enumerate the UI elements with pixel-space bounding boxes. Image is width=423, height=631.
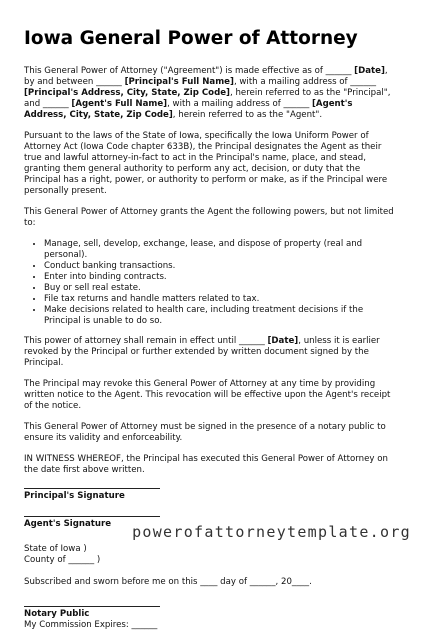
powers-list [24, 239, 397, 327]
agent-address-placeholder: [Agent's Address, City, State, Zip Code] [24, 99, 353, 120]
intro-text-5: , with a mailing address of ______ [167, 99, 312, 109]
site-watermark: powerofattorneytemplate.org [132, 523, 411, 541]
intro-text-4: , herein referred to as the "Principal", and ______ [24, 88, 391, 109]
county-line: County of ______ ) [24, 555, 101, 565]
sworn-line: Subscribed and sworn before me on this ____ day of ______, 20____. [24, 577, 312, 587]
duration-paragraph [24, 336, 397, 369]
intro-text-6: , herein referred to as the "Agent". [172, 110, 323, 120]
principal-signature-line[interactable] [24, 488, 160, 489]
principal-address-placeholder: [Principal's Address, City, State, Zip Code] [24, 88, 230, 98]
notary-requirement-paragraph: This General Power of Attorney must be signed in the presence of a notary public to ensure its validity and enforceability. [24, 422, 386, 443]
principal-name-placeholder: [Principal's Full Name] [124, 77, 234, 87]
witness-paragraph: IN WITNESS WHEREOF, the Principal has executed this General Power of Attorney on the date first above written. [24, 454, 388, 475]
revocation-paragraph: The Principal may revoke this General Power of Attorney at any time by providing written notice to the Agent. This revocation will be effective upon the Agent's receipt of the notice. [24, 379, 391, 411]
notary-signature-line[interactable] [24, 606, 160, 607]
notary-public-label: Notary Public [24, 609, 90, 619]
agent-signature-label: Agent's Signature [24, 519, 112, 529]
designation-paragraph: Pursuant to the laws of the State of Iowa, specifically the Iowa Uniform Power of Attorney Act (Iowa Code chapter 633B), the Principal designates the Agent as their true and lawful attorney-in-fact to act in the Principal's name, place, and stead, granting them general authority to perform any act, decision, or duty that the Principal has a right, power, or authority to perform or make, as if the Principal were personally present. [24, 131, 388, 196]
duration-text-1: This power of attorney shall remain in effect until ______ [24, 336, 268, 346]
agreement-intro-paragraph [24, 66, 397, 121]
agent-name-placeholder: [Agent's Full Name] [71, 99, 168, 109]
list-item: • Conduct banking transactions. [44, 261, 397, 272]
intro-text-2: , by and between ______ [24, 66, 388, 87]
agent-signature-line[interactable] [24, 516, 160, 517]
principal-signature-label: Principal's Signature [24, 491, 125, 501]
list-item: • Buy or sell real estate. [44, 283, 397, 294]
list-item: • File tax returns and handle matters related to tax. [44, 294, 397, 305]
commission-expires-line: My Commission Expires: ______ [24, 620, 158, 630]
intro-text-1: This General Power of Attorney ("Agreement") is made effective as of ______ [24, 66, 355, 76]
intro-text-3: , with a mailing address of ______ [233, 77, 377, 87]
duration-text-2: , unless it is earlier revoked by the Principal or further extended by written document signed by the Principal. [24, 336, 380, 368]
signature-block [24, 488, 397, 631]
document-title: Iowa General Power of Attorney [24, 28, 358, 49]
list-item: • Make decisions related to health care, including treatment decisions if the Principal is unable to do so. [44, 305, 397, 327]
state-line: State of Iowa ) [24, 544, 87, 554]
list-item: • Enter into binding contracts. [44, 272, 397, 283]
date-placeholder: [Date] [354, 66, 385, 76]
powers-intro-paragraph: This General Power of Attorney grants the Agent the following powers, but not limited to: [24, 207, 394, 228]
end-date-placeholder: [Date] [267, 336, 299, 346]
list-item: • Manage, sell, develop, exchange, lease, and dispose of property (real and personal). [44, 239, 397, 261]
